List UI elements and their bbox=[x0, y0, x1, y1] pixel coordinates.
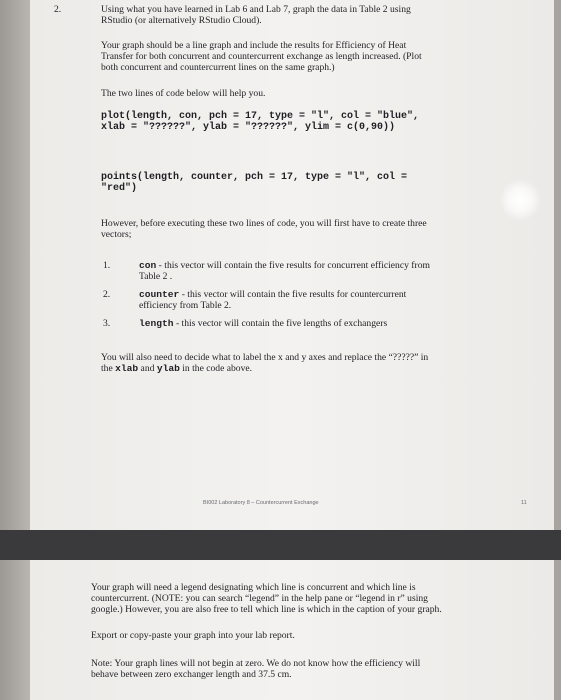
page-number: 11 bbox=[521, 500, 527, 506]
help-line: The two lines of code below will help you. bbox=[101, 88, 266, 99]
label-line-2-post: in the code above. bbox=[179, 363, 253, 374]
intro-line-2: RStudio (or alternatively RStudio Cloud). bbox=[101, 15, 262, 26]
note-line-2: behave between zero exchanger length and 37.5 cm. bbox=[91, 669, 292, 680]
photo-right-edge bbox=[554, 0, 561, 700]
list-item-2-code: counter bbox=[139, 289, 180, 300]
list-item-3-code: length bbox=[139, 318, 174, 329]
list-item-3-line-1 bbox=[139, 318, 387, 329]
list-item-1-line-1 bbox=[139, 260, 430, 271]
list-item-1-text: - this vector will contain the five results for concurrent efficiency from bbox=[156, 260, 430, 271]
ylab-code: ylab bbox=[156, 363, 180, 374]
code-plot-line-1: plot(length, con, pch = 17, type = "l", col = "blue", bbox=[101, 111, 420, 122]
legend-line-3: google.) However, you are also free to tell which line is which in the caption of your graph. bbox=[91, 604, 442, 615]
code-plot-line-2: xlab = "??????", ylab = "??????", ylim = c(0,90)) bbox=[101, 122, 396, 133]
page-gap bbox=[0, 530, 561, 560]
requirement-line-1: Your graph should be a line graph and include the results for Efficiency of Heat bbox=[101, 40, 407, 51]
legend-line-2: countercurrent. (NOTE: you can search “legend” in the help pane or “legend in r” using bbox=[91, 593, 428, 604]
list-item-2-number: 2. bbox=[103, 289, 111, 300]
list-item-2-line-1 bbox=[139, 289, 406, 300]
label-line-2-pre: the bbox=[101, 363, 116, 374]
list-item-2-line-2: efficiency from Table 2. bbox=[139, 300, 232, 311]
requirement-line-3: both concurrent and countercurrent lines on the same graph.) bbox=[101, 62, 335, 73]
xlab-code: xlab bbox=[115, 363, 139, 374]
code-points-line-1: points(length, counter, pch = 17, type = "l", col = bbox=[101, 172, 408, 183]
list-item-3-text: - this vector will contain the five lengths of exchangers bbox=[173, 318, 388, 329]
list-item-1-code: con bbox=[139, 260, 157, 271]
export-line: Export or copy-paste your graph into your lab report. bbox=[91, 630, 295, 641]
label-instruction-line-1: You will also need to decide what to label the x and y axes and replace the “?????” in bbox=[101, 352, 429, 363]
photo-glare bbox=[500, 180, 540, 220]
list-item-1-number: 1. bbox=[103, 260, 111, 271]
document-page-1 bbox=[30, 0, 554, 530]
note-line-1: Note: Your graph lines will not begin at zero. We do not know how the efficiency will bbox=[91, 658, 421, 669]
legend-line-1: Your graph will need a legend designating which line is concurrent and which line is bbox=[91, 582, 416, 593]
requirement-line-2: Transfer for both concurrent and countercurrent exchange as length increased. (Plot bbox=[101, 51, 422, 62]
list-item-1-line-2: Table 2 . bbox=[139, 271, 173, 282]
photo-left-edge bbox=[0, 0, 30, 700]
label-line-2-mid: and bbox=[138, 363, 157, 374]
however-line-2: vectors; bbox=[101, 229, 132, 240]
however-line-1: However, before executing these two lines of code, you will first have to create three bbox=[101, 218, 427, 229]
list-item-2-text: - this vector will contain the five results for countercurrent bbox=[179, 289, 407, 300]
code-points-line-2: "red") bbox=[101, 183, 138, 194]
label-instruction-line-2 bbox=[101, 363, 252, 374]
item-number: 2. bbox=[54, 4, 62, 15]
intro-line-1: Using what you have learned in Lab 6 and Lab 7, graph the data in Table 2 using bbox=[101, 4, 411, 15]
document-page-2 bbox=[30, 560, 554, 700]
page-footer: BI002 Laboratory 8 – Countercurrent Exchange bbox=[203, 500, 319, 506]
list-item-3-number: 3. bbox=[103, 318, 111, 329]
